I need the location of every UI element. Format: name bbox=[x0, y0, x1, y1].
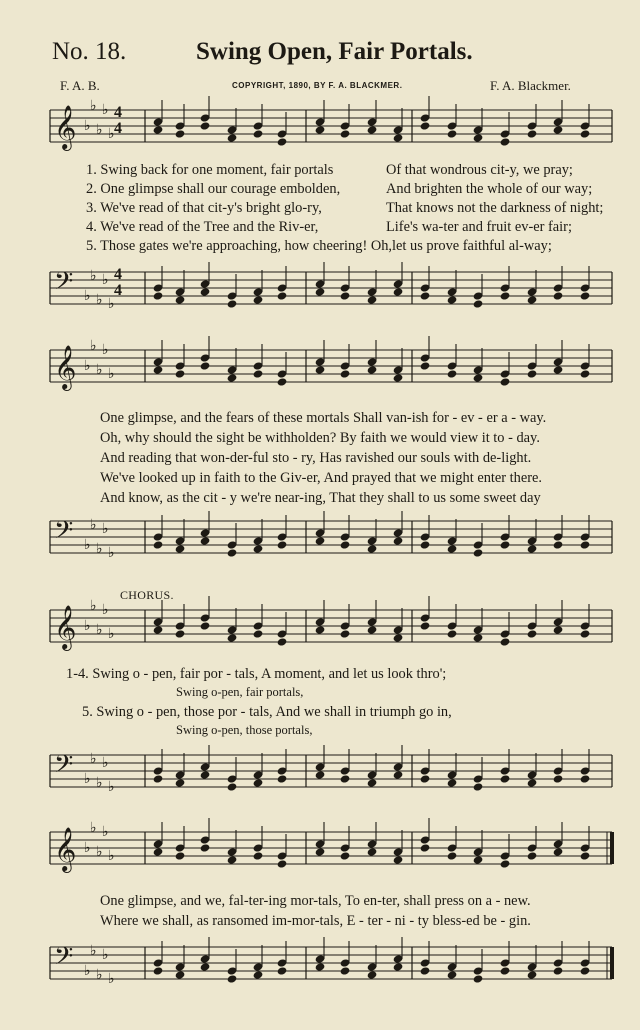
verse-3-line-1a: 3. We've read of that cit-y's bright glo-ry, bbox=[86, 200, 322, 216]
svg-text:𝄞: 𝄞 bbox=[54, 605, 77, 649]
hymn-number: No. 18. bbox=[52, 38, 127, 65]
staff-treble-2 bbox=[0, 338, 640, 392]
svg-text:𝄢: 𝄢 bbox=[54, 750, 74, 785]
verse-2-line-1b: And brighten the whole of our way; bbox=[386, 181, 593, 197]
svg-text:♭: ♭ bbox=[108, 779, 115, 795]
svg-text:♭: ♭ bbox=[90, 751, 97, 767]
verse-4-line-1b: Life's wa-ter and fruit ev-er fair; bbox=[386, 219, 572, 235]
svg-text:♭: ♭ bbox=[84, 618, 91, 634]
svg-text:♭: ♭ bbox=[84, 771, 91, 787]
music-by: F. A. Blackmer. bbox=[490, 78, 571, 93]
svg-text:♭: ♭ bbox=[96, 122, 103, 138]
time-signature-top-bass: 4 bbox=[114, 266, 122, 283]
staff-bass-3 bbox=[0, 749, 640, 797]
time-signature-bottom-bass: 4 bbox=[114, 282, 122, 299]
svg-text:♭: ♭ bbox=[108, 626, 115, 642]
svg-text:𝄢: 𝄢 bbox=[54, 516, 74, 551]
svg-text:♭: ♭ bbox=[96, 362, 103, 378]
svg-text:♭: ♭ bbox=[102, 521, 109, 537]
verse-4-line-2: We've looked up in faith to the Giv-er, And prayed that we might enter there. bbox=[100, 470, 543, 486]
chorus-label: CHORUS. bbox=[120, 588, 174, 602]
svg-text:♭: ♭ bbox=[96, 844, 103, 860]
svg-text:♭: ♭ bbox=[108, 971, 115, 987]
verse-1-line-1b: Of that wondrous cit-y, we pray; bbox=[386, 162, 573, 178]
staff-bass-1 bbox=[0, 266, 640, 314]
svg-text:♭: ♭ bbox=[90, 268, 97, 284]
svg-text:𝄞: 𝄞 bbox=[54, 345, 77, 389]
svg-text:♭: ♭ bbox=[96, 622, 103, 638]
svg-text:♭: ♭ bbox=[102, 602, 109, 618]
svg-text:♭: ♭ bbox=[84, 537, 91, 553]
svg-text:♭: ♭ bbox=[84, 358, 91, 374]
staff-treble-3 bbox=[0, 598, 640, 652]
words-by: F. A. B. bbox=[60, 78, 100, 93]
svg-text:♭: ♭ bbox=[96, 775, 103, 791]
verse-1-line-2: One glimpse, and the fears of these mortals Shall van-ish for - ev - er a - way. bbox=[100, 410, 547, 426]
svg-text:♭: ♭ bbox=[108, 126, 115, 142]
verse-2-line-1a: 2. One glimpse shall our courage embolden, bbox=[86, 181, 341, 197]
time-signature-bottom: 4 bbox=[114, 120, 122, 137]
verse-3-line-2: And reading that won-der-ful sto - ry, Has ravished our souls with de-light. bbox=[100, 450, 532, 466]
verse-5-line-1: 5. Those gates we're approaching, how cheering! Oh,let us prove faithful al-way; bbox=[86, 238, 552, 254]
svg-text:𝄢: 𝄢 bbox=[54, 267, 74, 302]
copyright-notice: COPYRIGHT, 1890, BY F. A. BLACKMER. bbox=[232, 81, 403, 90]
staff-treble-4 bbox=[0, 820, 640, 874]
svg-text:♭: ♭ bbox=[96, 541, 103, 557]
svg-text:𝄞: 𝄞 bbox=[54, 105, 77, 149]
chorus-line-2: 5. Swing o - pen, those por - tals, And we shall in triumph go in, bbox=[82, 704, 452, 720]
svg-text:𝄢: 𝄢 bbox=[54, 942, 74, 977]
svg-text:♭: ♭ bbox=[84, 118, 91, 134]
svg-text:♭: ♭ bbox=[90, 338, 97, 354]
svg-text:♭: ♭ bbox=[90, 943, 97, 959]
verse-5-line-2: And know, as the cit - y we're near-ing, That they shall to us some sweet day bbox=[100, 490, 541, 506]
staff-bass-4 bbox=[0, 941, 640, 989]
svg-text:♭: ♭ bbox=[108, 848, 115, 864]
svg-text:♭: ♭ bbox=[90, 598, 97, 614]
hymn-title: Swing Open, Fair Portals. bbox=[196, 38, 473, 65]
verse-4-line-1a: 4. We've read of the Tree and the Riv-er, bbox=[86, 219, 319, 235]
svg-text:♭: ♭ bbox=[90, 98, 97, 114]
svg-text:♭: ♭ bbox=[102, 947, 109, 963]
svg-text:♭: ♭ bbox=[102, 272, 109, 288]
time-signature-top: 4 bbox=[114, 104, 122, 121]
final-line-1: One glimpse, and we, fal-ter-ing mor-tals, To en-ter, shall press on a - new. bbox=[100, 893, 531, 909]
svg-text:♭: ♭ bbox=[102, 342, 109, 358]
svg-text:♭: ♭ bbox=[96, 292, 103, 308]
svg-text:♭: ♭ bbox=[108, 296, 115, 312]
svg-text:♭: ♭ bbox=[102, 824, 109, 840]
svg-text:♭: ♭ bbox=[108, 545, 115, 561]
svg-text:♭: ♭ bbox=[90, 820, 97, 836]
svg-text:♭: ♭ bbox=[102, 102, 109, 118]
svg-text:♭: ♭ bbox=[90, 517, 97, 533]
staff-treble-1 bbox=[0, 98, 640, 152]
verse-1-line-1a: 1. Swing back for one moment, fair portals bbox=[86, 162, 334, 178]
chorus-line-1: 1-4. Swing o - pen, fair por - tals, A moment, and let us look thro'; bbox=[66, 666, 447, 682]
svg-text:♭: ♭ bbox=[84, 288, 91, 304]
verse-3-line-1b: That knows not the darkness of night; bbox=[386, 200, 604, 216]
verse-2-line-2: Oh, why should the sight be withholden? By faith we would view it to - day. bbox=[100, 430, 540, 446]
svg-text:♭: ♭ bbox=[108, 366, 115, 382]
svg-text:𝄞: 𝄞 bbox=[54, 827, 77, 871]
svg-text:♭: ♭ bbox=[96, 967, 103, 983]
svg-text:♭: ♭ bbox=[84, 840, 91, 856]
chorus-line-1-echo: Swing o-pen, fair portals, bbox=[176, 685, 304, 699]
chorus-line-2-echo: Swing o-pen, those portals, bbox=[176, 723, 313, 737]
final-line-2: Where we shall, as ransomed im-mor-tals, E - ter - ni - ty bless-ed be - gin. bbox=[100, 913, 531, 929]
staff-bass-2 bbox=[0, 515, 640, 563]
svg-text:♭: ♭ bbox=[102, 755, 109, 771]
svg-text:♭: ♭ bbox=[84, 963, 91, 979]
